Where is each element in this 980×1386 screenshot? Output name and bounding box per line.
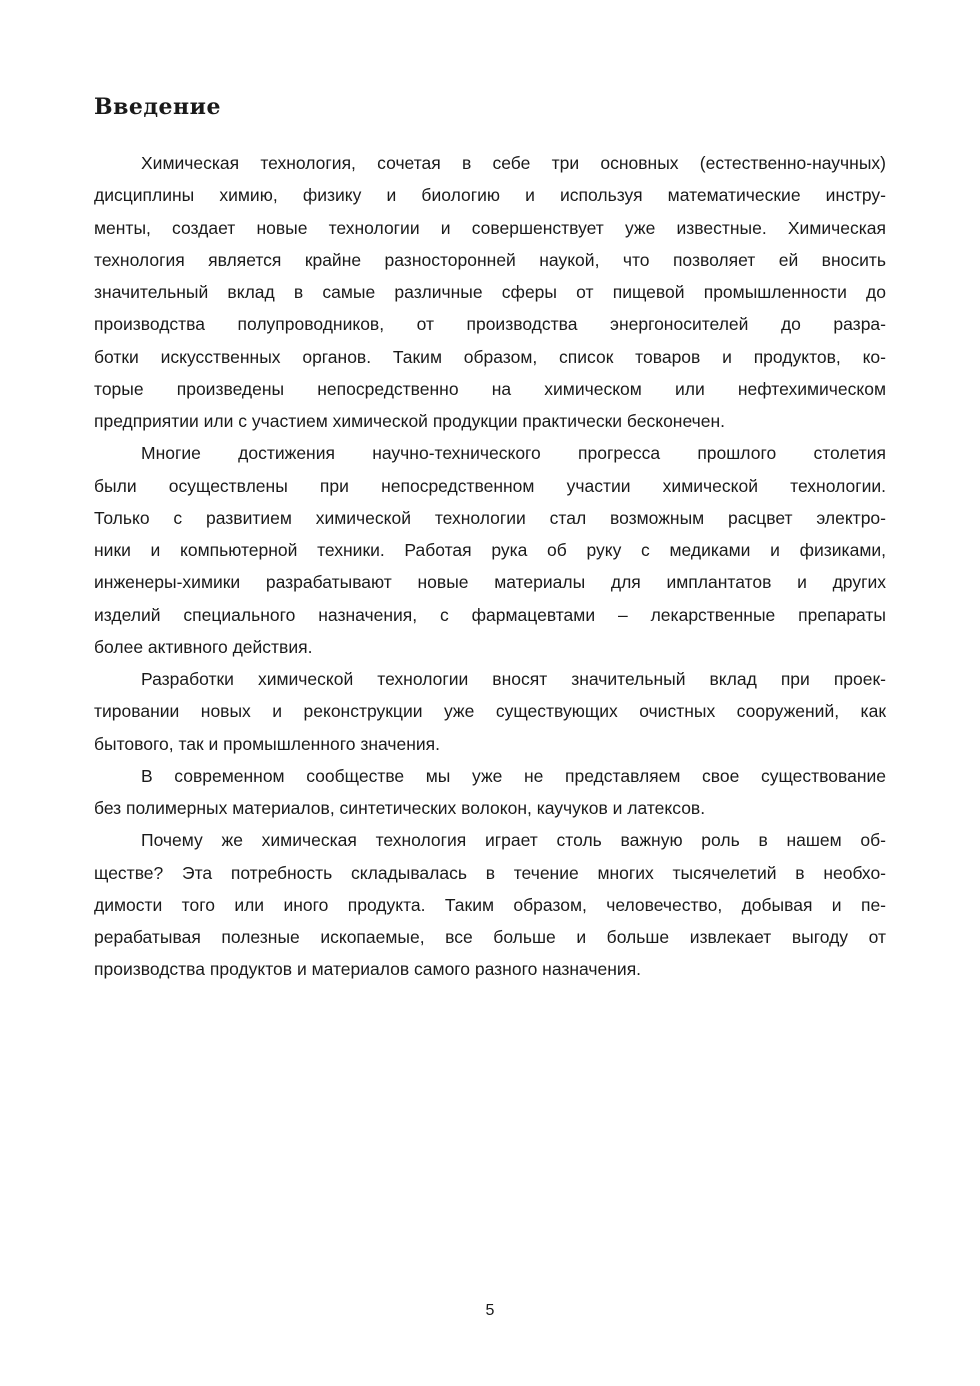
- text-line: Почему же химическая технология играет столь важную роль в нашем об-: [141, 830, 886, 851]
- text-line: без полимерных материалов, синтетических волокон, каучуков и латексов.: [94, 798, 706, 818]
- text-line: ботки искусственных органов. Таким образом, список товаров и продуктов, ко-: [94, 346, 886, 367]
- text-line: значительный вклад в самые различные сферы от пищевой промышленности до: [94, 282, 886, 302]
- body-text: [94, 147, 886, 986]
- text-line: ществе? Эта потребность складывалась в течение многих тысячелетий в необхо-: [94, 862, 886, 883]
- text-line: Только с развитием химической технологии стал возможным расцвет электро-: [94, 507, 886, 528]
- text-line: производства полупроводников, от производства энергоносителей до разра-: [94, 314, 886, 335]
- text-line: ники и компьютерной техники. Работая рука об руку с медиками и физиками,: [94, 540, 886, 560]
- text-line: Химическая технология, сочетая в себе три основных (естественно-научных): [141, 153, 886, 173]
- section-heading: Введение: [94, 94, 221, 120]
- paragraph: [94, 663, 886, 760]
- text-line: тировании новых и реконструкции уже существующих очистных сооружений, как: [94, 701, 886, 722]
- text-line: торые произведены непосредственно на химическом или нефтехимическом: [94, 378, 886, 399]
- text-line: предприятии или с участием химической продукции практически бесконечен.: [94, 411, 725, 431]
- paragraph: [94, 437, 886, 663]
- text-line: производства продуктов и материалов самого разного назначения.: [94, 959, 642, 980]
- page-number: 5: [485, 1302, 495, 1319]
- text-line: изделий специального назначения, с фармацевтами – лекарственные препараты: [94, 604, 886, 625]
- paragraph: [94, 760, 886, 825]
- text-line: Многие достижения научно-технического прогресса прошлого столетия: [141, 443, 886, 464]
- text-line: менты, создает новые технологии и совершенствует уже известные. Химическая: [94, 217, 886, 238]
- paragraph: [94, 824, 886, 985]
- text-line: более активного действия.: [94, 636, 313, 657]
- text-line: были осуществлены при непосредственном участии химической технологии.: [94, 475, 886, 496]
- text-line: дисциплины химию, физику и биологию и используя математические инстру-: [94, 185, 886, 206]
- paragraph: [94, 147, 886, 437]
- text-line: рерабатывая полезные ископаемые, все больше и больше извлекает выгоду от: [94, 927, 886, 947]
- text-line: технология является крайне разносторонней наукой, что позволяет ей вносить: [94, 249, 886, 270]
- text-line: Разработки химической технологии вносят значительный вклад при проек-: [141, 669, 886, 689]
- text-line: инженеры-химики разрабатывают новые материалы для имплантатов и других: [94, 572, 886, 593]
- text-line: бытового, так и промышленного значения.: [94, 733, 441, 754]
- text-line: В современном сообществе мы уже не представляем свое существование: [141, 765, 886, 786]
- text-line: димости того или иного продукта. Таким образом, человечество, добывая и пе-: [94, 894, 886, 915]
